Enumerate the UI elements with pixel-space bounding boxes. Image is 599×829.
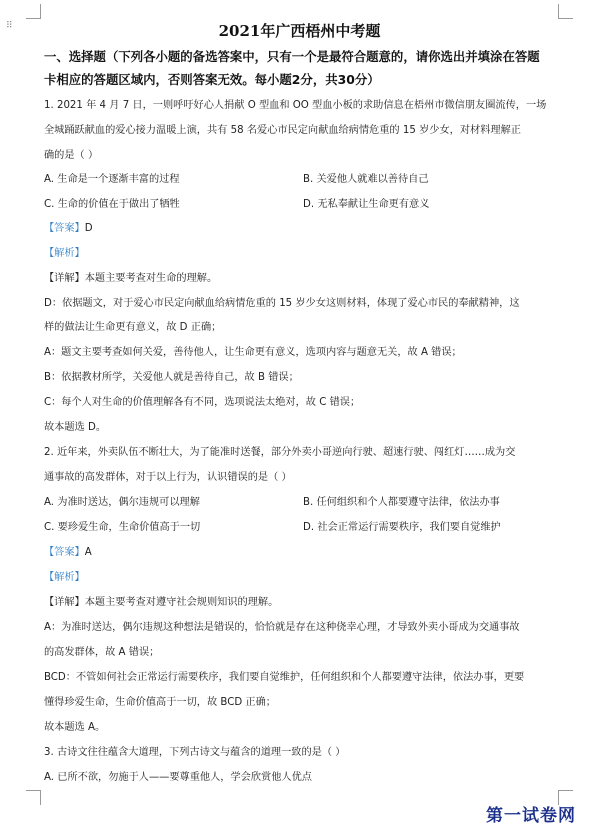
q1-explain-b: B：依据教材所学，关爱他人就是善待自己，故 B 错误； <box>44 372 299 383</box>
q1-option-b: B. 关爱他人就难以善待自己 <box>303 174 429 185</box>
q3-stem: 3. 古诗文往往蕴含大道理，下列古诗文与蕴含的道理一致的是（ ） <box>44 747 346 758</box>
q1-explain-a: A：题文主要考查如何关爱，善待他人，让生命更有意义，选项内容与题意无关，故 A 错误； <box>44 347 462 358</box>
site-watermark: 第一试卷网 <box>486 806 576 826</box>
q1-stem-line2: 全城踊跃献血的爱心接力温暖上演，共有 58 名爱心市民定向献血给病情危重的 15 岁少女，对材料理解正 <box>44 125 521 136</box>
q1-detail: 【详解】本题主要考查对生命的理解。 <box>44 273 218 284</box>
q3-option-a: A. 已所不欲，勿施于人——要尊重他人，学会欣赏他人优点 <box>44 772 312 783</box>
q2-option-b: B. 任何组织和个人都要遵守法律，依法办事 <box>303 497 500 508</box>
q1-stem-line1: 1. 2021 年 4 月 7 日，一则呼吁好心人捐献 O 型血和 OO 型血小板的求助信息在梧州市微信朋友圈流传，一场 <box>44 100 547 111</box>
answer-value: A <box>84 547 92 558</box>
q2-answer <box>44 543 92 558</box>
q2-detail: 【详解】本题主要考查对遵守社会规则知识的理解。 <box>44 597 279 608</box>
crop-mark-top-right <box>558 4 573 19</box>
q1-answer <box>44 219 93 234</box>
q2-analysis-label: 【解析】 <box>44 572 85 583</box>
q2-explain-a-line2: 的高发群体，故 A 错误； <box>44 647 160 658</box>
q2-option-d: D. 社会正常运行需要秩序，我们要自觉维护 <box>303 522 501 533</box>
q2-explain-bcd-line2: 懂得珍爱生命，生命价值高于一切，故 BCD 正确； <box>44 697 276 708</box>
q2-option-c: C. 要珍爱生命，生命价值高于一切 <box>44 522 201 533</box>
q1-explain-d-line2: 样的做法让生命更有意义，故 D 正确； <box>44 322 222 333</box>
section-heading-line1: 一、选择题（下列各小题的备选答案中，只有一个是最符合题意的，请你选出并填涂在答题 <box>44 49 540 64</box>
q1-analysis-label: 【解析】 <box>44 248 85 259</box>
q2-stem-line2: 通事故的高发群体，对于以上行为，认识错误的是（ ） <box>44 472 292 483</box>
answer-label: 【答案】 <box>44 223 85 234</box>
q1-stem-line3: 确的是（ ） <box>44 150 99 161</box>
crop-mark-bottom-left <box>26 790 41 805</box>
section-heading-line2: 卡相应的答题区域内，否则答案无效。每小题2分，共30分） <box>44 72 380 87</box>
crop-mark-top-left <box>26 4 41 19</box>
q2-explain-a-line1: A：为准时送达，偶尔违规这种想法是错误的，恰恰就是存在这种侥幸心理，才导致外卖小哥成为交通事故 <box>44 622 520 633</box>
q2-conclusion: 故本题选 A。 <box>44 722 106 733</box>
q1-option-d: D. 无私奉献让生命更有意义 <box>303 199 430 210</box>
q1-explain-c: C：每个人对生命的价值理解各有不同，选项说法太绝对，故 C 错误； <box>44 397 361 408</box>
drag-handle-icon[interactable]: ⠿ <box>6 21 14 31</box>
answer-label: 【答案】 <box>44 547 85 558</box>
q1-option-a: A. 生命是一个逐渐丰富的过程 <box>44 174 180 185</box>
q2-explain-bcd-line1: BCD：不管如何社会正常运行需要秩序，我们要自觉维护，任何组织和个人都要遵守法律，依法办事，更要 <box>44 672 525 683</box>
document-title: 2021年广西梧州中考题 <box>218 22 381 40</box>
q2-stem-line1: 2. 近年来，外卖队伍不断壮大，为了能准时送餐，部分外卖小哥逆向行驶、超速行驶、闯红灯……成为交 <box>44 447 516 458</box>
answer-value: D <box>84 223 93 234</box>
q2-option-a: A. 为准时送达，偶尔违规可以理解 <box>44 497 200 508</box>
q1-explain-d-line1: D：依据题文，对于爱心市民定向献血给病情危重的 15 岁少女这则材料，体现了爱心市民的奉献精神，这 <box>44 298 520 309</box>
q1-option-c: C. 生命的价值在于做出了牺牲 <box>44 199 180 210</box>
q1-conclusion: 故本题选 D。 <box>44 422 107 433</box>
